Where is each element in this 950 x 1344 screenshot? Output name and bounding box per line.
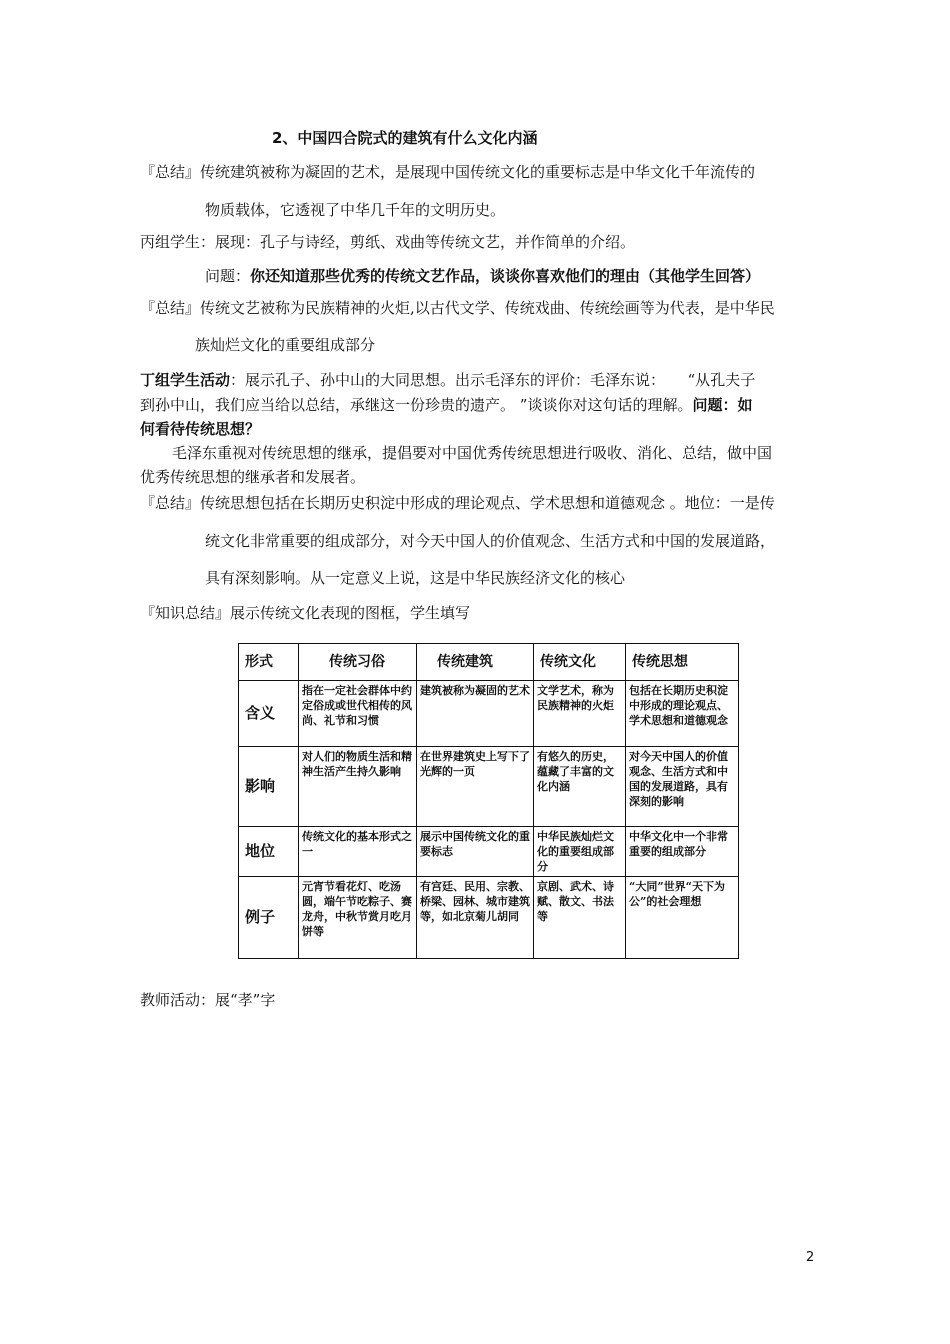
summary-thought-line2: 统文化非常重要的组成部分，对今天中国人的价值观念、生活方式和中国的发展道路， (205, 532, 776, 550)
table-cell: 包括在长期历史积淀中形成的理论观点、学术思想和道德观念 (626, 681, 739, 747)
table-cell: 对今天中国人的价值观念、生活方式和中国的发展道路，具有深刻的影响 (626, 747, 739, 827)
table-cell: 对人们的物质生活和精神生活产生持久影响 (299, 747, 417, 827)
knowledge-summary: 『知识总结』展示传统文化表现的图框，学生填写 (140, 604, 471, 622)
table-header: 传统建筑 (417, 644, 534, 681)
table-header: 形式 (239, 644, 299, 681)
table-row (239, 877, 739, 959)
table-cell: 京剧、武术、诗赋、散文、书法等 (534, 877, 626, 959)
table-row (239, 681, 739, 747)
table-cell: 展示中国传统文化的重要标志 (417, 827, 534, 877)
summary-thought-line1: 『总结』传统思想包括在长期历史积淀中形成的理论观点、学术思想和道德观念 。地位：一是传 (140, 494, 775, 512)
table-cell: 中华文化中一个非常重要的组成部分 (626, 827, 739, 877)
summary-architecture-line2: 物质载体，它透视了中华几千年的文明历史。 (205, 201, 506, 219)
question-text: 你还知道那些优秀的传统文艺作品，谈谈你喜欢他们的理由（其他学生回答） (250, 267, 761, 285)
table-cell: 建筑被称为凝固的艺术 (417, 681, 534, 747)
table-cell: 指在一定社会群体中约定俗成或世代相传的风尚、礼节和习惯 (299, 681, 417, 747)
table-cell: 文学艺术，称为民族精神的火炬 (534, 681, 626, 747)
row-header: 地位 (239, 827, 299, 877)
table-cell: 传统文化的基本形式之一 (299, 827, 417, 877)
summary-thought-line3: 具有深刻影响。从一定意义上说，这是中华民族经济文化的核心 (205, 569, 626, 587)
table-header-row (239, 644, 739, 681)
question-prefix: 问题： (205, 267, 251, 285)
table-header: 传统思想 (626, 644, 739, 681)
culture-forms-table (238, 643, 739, 959)
mao-paragraph-line2: 优秀传统思想的继承者和发展者。 (140, 468, 366, 486)
group-d-question-end: 何看待传统思想？ (140, 420, 261, 438)
group-d-question-start: 问题：如 (692, 396, 753, 414)
summary-architecture-line1: 『总结』传统建筑被称为凝固的艺术，是展现中国传统文化的重要标志是中华文化千年流传的 (140, 163, 756, 181)
row-header: 影响 (239, 747, 299, 827)
group-d-line2-text: 到孙中山，我们应当给以总结，承继这一份珍贵的遗产。 ”谈谈你对这句话的理解。 (140, 396, 693, 414)
group-d-label: 丁组学生活动 (140, 371, 231, 389)
table-cell: 元宵节看花灯、吃汤圆，端午节吃粽子、赛龙舟，中秋节赏月吃月饼等 (299, 877, 417, 959)
page-number: 2 (806, 1250, 815, 1265)
row-header: 例子 (239, 877, 299, 959)
group-d-line2 (140, 395, 752, 415)
section-heading: 2、中国四合院式的建筑有什么文化内涵 (272, 129, 538, 147)
teacher-activity: 教师活动：展“孝”字 (140, 991, 276, 1009)
table-header: 传统习俗 (299, 644, 417, 681)
summary-arts-line2: 族灿烂文化的重要组成部分 (195, 336, 376, 354)
table-row (239, 747, 739, 827)
mao-paragraph-line1: 毛泽东重视对传统思想的继承，提倡要对中国优秀传统思想进行吸收、消化、总结，做中国 (172, 444, 773, 462)
table-cell: 中华民族灿烂文化的重要组成部分 (534, 827, 626, 877)
group-d-line1 (140, 370, 755, 390)
summary-arts-line1: 『总结』传统文艺被称为民族精神的火炬,以古代文学、传统戏曲、传统绘画等为代表，是中华民 (140, 299, 775, 317)
table-cell: “大同”世界“天下为公”的社会理想 (626, 877, 739, 959)
question-arts (205, 266, 760, 286)
table-header: 传统文化 (534, 644, 626, 681)
row-header: 含义 (239, 681, 299, 747)
group-c-activity: 丙组学生：展现：孔子与诗经，剪纸、戏曲等传统文艺，并作简单的介绍。 (140, 233, 636, 251)
table-row (239, 827, 739, 877)
table-cell: 有悠久的历史，蕴藏了丰富的文化内涵 (534, 747, 626, 827)
group-d-line1-text: ：展示孔子、孙中山的大同思想。出示毛泽东的评价：毛泽东说： “从孔夫子 (230, 371, 756, 389)
table-cell: 有宫廷、民用、宗教、桥梁、园林、城市建筑等，如北京菊儿胡同 (417, 877, 534, 959)
table-cell: 在世界建筑史上写下了光辉的一页 (417, 747, 534, 827)
